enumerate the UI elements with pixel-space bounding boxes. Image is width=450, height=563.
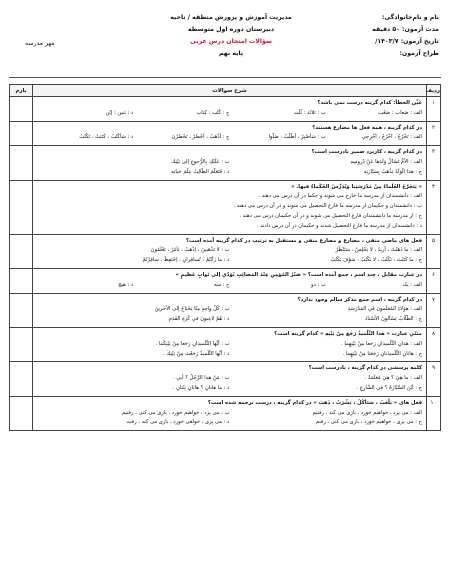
answer-option: الف : می پزد ، خواهیم خورد ، بازی می کند ، رفتیم (312, 409, 422, 416)
answer-option: الف : ما ذَهَبْتُ ، أُريدُ ، لا يَجْلِسُ ، سَتَنْظُرُ (335, 247, 422, 254)
question-row (10, 97, 440, 122)
score-cell (10, 294, 32, 327)
answer-option: د : فَتَعَلَّمَ الطّالِبُ عِلْمَ حَياتِه (171, 168, 230, 175)
col-body-header: شرح سوالات (32, 85, 426, 96)
answer-option: د : أيُّها التِّلْميذُ رَجَعْتَ مِنْ بَيْتِكَ . (162, 350, 230, 357)
score-cell (10, 397, 32, 430)
question-body (32, 328, 426, 361)
score-cell (10, 269, 32, 293)
question-body (32, 97, 426, 121)
answer-option: د : هیچ (118, 281, 134, 288)
score-cell (10, 235, 32, 268)
exam-date: تاریخ آزمون: ۱۴۰۳/۷/ (375, 38, 439, 45)
answer-option: د : سَأکْتُبُ ، کَتَبَتْ ، تَکْتُبُ (79, 134, 134, 141)
score-cell (10, 122, 32, 146)
answer-option: ج : الطُّلّابُ يَسْأَلونَ الأُسْتاذَ (365, 316, 422, 323)
question-number: ۲ (426, 122, 440, 146)
score-cell (10, 362, 32, 395)
answer-option: ج : سه (213, 281, 230, 288)
question-row (10, 146, 440, 180)
answer-option: ج : أذْهَبُ ، أحْضُرُ ، تَحْضُرُنَ (171, 134, 230, 141)
answer-option: ج : می پزی ، خواهیم خورد ، بازی می کنی ، رفتم (315, 419, 422, 426)
answer-option: ب : كُلُّ واحِدٍ مِنّا يَحْتاجُ إلى الآخَرينَ (154, 306, 230, 313)
options-group (37, 340, 422, 360)
name-label: نام و نام‌خانوادگی: (381, 14, 439, 21)
question-number: ۹ (426, 362, 440, 395)
answer-option: ج : ما كَتَبْتَ ، نَكْتُبُ ، لا نَكْتُبُ ، سَوْفَ نَكْتُبُ (330, 257, 422, 264)
answer-option: د : ما رَأَيْتُمْ ، تُسافِرانِ ، اِحْتَفِظْ ، سافِرْتُمْ (142, 257, 230, 264)
question-number: ۴ (426, 181, 440, 234)
col-score-header: بارم (15, 88, 27, 94)
answer-option: د : بَنین : إبْن (105, 109, 134, 116)
table-header (10, 85, 440, 97)
school-title: دبیرستان دوره اول متوسطه (187, 26, 275, 33)
question-number: ۶ (426, 269, 440, 293)
answer-option: الف : دانشمندان از مدرسه ما خارج می شوند و حکما در آن درس می دهند . (258, 193, 422, 200)
options-group (37, 409, 422, 429)
options-group (37, 374, 422, 394)
answer-option: ج : کُتُب : کِتاب (196, 109, 230, 116)
score-cell (10, 328, 32, 361)
subject-title: سؤالات امتحان درس عربی (190, 38, 272, 45)
answer-option: الف : هذانِ التِّلْميذانِ رَجَعا مِنْ بَيْتِهِما . (341, 340, 422, 347)
question-text: کلمه پرسشی در کدام گزینه ، نادرست است؟ (308, 365, 422, 372)
question-row (10, 328, 440, 362)
question-text: در عبارت مقابل ، چند اسم ، جمع آمده است؟ « صَبْرُ المُؤمِنِ عِنْدَ المَصائِبِ يُؤدّي إلى ثَوابٍ عَظيمٍ » (175, 271, 422, 278)
answer-option: د : دانشمندان از مدرسه ما فارغ التحصیل شدند و حکیمان در آن درس دادند . (256, 222, 422, 229)
question-number: ۱ (426, 97, 440, 121)
question-body (32, 235, 426, 268)
answer-option: ج : هذا الْوَلَدُ يَذْهَبُ بِسَيّارَتِه (363, 168, 422, 175)
question-row (10, 181, 440, 235)
answer-option: ج : از مدرسه ما دانشمندان فارغ التحصیل می شوند و در آن حکیمان درس می دهند . (239, 212, 422, 219)
answer-option: ب : سَأصْبِرُ ، أطْلُبُ ، صَلُّوا (268, 134, 326, 141)
question-text: عَیِّن الخطأ: کدام گزینه درست نمی باشد؟ (317, 100, 422, 106)
question-body (32, 397, 426, 430)
question-number: ۱۰ (426, 397, 440, 430)
question-row (10, 122, 440, 147)
header-info-right (372, 12, 439, 60)
question-text: در کدام گزینه ، کاربرد ضمیر نادرست است؟ (311, 149, 422, 156)
answer-option: د : هُمْ لاعِبونَ في كُرَةِ القَدَمِ (168, 316, 230, 323)
question-body (32, 181, 426, 234)
answer-option: الف : هؤلاءِ المُعَلِّمونَ في المَدْرَسَةِ (347, 306, 422, 313)
question-text: در کدام گزینه ، اسم جمع مذکر سالم وجود ندارد؟ (297, 296, 422, 303)
question-body (32, 146, 426, 179)
answer-option: الف : الأُمُّ تَسْأَلُ وَلَدَها عَنْ دُروسِهِ (350, 158, 422, 165)
answer-option: ب : عَلَيْكِ بِالرُّجوعِ إلى بَيْتِك (171, 158, 230, 165)
answer-option: الف : صَعاب : صَعْب (378, 109, 422, 116)
answer-option: ج : أيْنَ السَّيّارَةُ ؟ في الشّارِعِ . (356, 384, 422, 391)
answer-option: د : ما هاتانِ ؟ هاتانِ بِنْتانِ . (172, 384, 230, 391)
options-group (37, 192, 422, 231)
score-cell (10, 146, 32, 179)
score-cell (10, 97, 32, 121)
question-number: ۳ (426, 146, 440, 179)
question-text: « يَتَخَرَّجُ العُلَماءُ مِنْ مَدْرَسَتِنا وَيُدَرِّسُ الحُكَماءُ فيها. » (291, 183, 422, 190)
answer-option: ب : دو (311, 281, 326, 288)
header-info-center (151, 12, 311, 60)
answer-option: الف : تَخْرُجُ ، أخْرُجُ ، أخْرِجي (361, 134, 422, 141)
question-rows (10, 97, 440, 430)
question-row (10, 294, 440, 328)
question-body (32, 269, 426, 293)
question-body (32, 362, 426, 395)
answer-option: ب : لا تَذْهَبينَ ، اِذْهَبْ ، يَأمُرُ ، تَعْلَمُونَ (150, 247, 230, 254)
options-group (37, 133, 422, 143)
answer-option: ب : می پزد ، خواهیم خورد ، بازی می کنی ، رفتیم (121, 409, 230, 416)
options-group (37, 305, 422, 325)
question-text: در کدام گزینه ، همه فعل ها مضارع هستند؟ (312, 124, 422, 131)
question-number: ۵ (426, 235, 440, 268)
office-title: مدیریت آموزش و پرورش منطقه / ناحیه (170, 14, 292, 21)
score-cell (10, 181, 32, 234)
exam-header (9, 8, 441, 78)
options-group (37, 158, 422, 178)
question-number: ۸ (426, 328, 440, 361)
question-row (10, 397, 440, 430)
question-text: فعل های ماضی منفی ، مضارع و مضارع منفی و مستقبل به ترتیب در کدام گزینه آمده است؟ (185, 237, 422, 244)
grade-title: پایه نهم (218, 50, 244, 57)
question-row (10, 269, 440, 294)
question-row (10, 235, 440, 269)
question-body (32, 122, 426, 146)
options-group (37, 281, 422, 291)
exam-duration: مدت آزمون: ۵۰ دقیقه (372, 26, 439, 33)
question-number: ۷ (426, 294, 440, 327)
answer-option: الف : یک (402, 281, 422, 288)
question-row (10, 362, 440, 396)
answer-option: ب : مَنْ هذا الرَّجُلُ ؟ أَبي . (173, 375, 230, 382)
answer-option: د : می پزی ، خواهی خورد ، بازی می کند ، رفت (126, 419, 230, 426)
options-group (37, 246, 422, 266)
questions-table (9, 84, 441, 431)
school-stamp: مهر مدرسه (25, 40, 55, 47)
exam-designer: طراح آزمون: (399, 50, 439, 57)
col-num-header: ردیف (426, 85, 440, 96)
question-body (32, 294, 426, 327)
answer-option: ب : ثلاثَة : ثُلْث (293, 109, 326, 116)
answer-option: ب : دانشمندان و حکیمان از مدرسه ما فارغ التحصیل می شوند و در آن درس می دهند . (233, 203, 422, 210)
question-text: مثنّیِ عبارت « هذا التِّلْميذُ رَجَعَ مِنْ بَيْتِهِ » کدام گزینه است؟ (274, 330, 422, 337)
answer-option: ب : أيُّها التِّلْميذانِ رَجَعا مِنْ بَيْتِكُما . (155, 340, 230, 347)
options-group (37, 109, 422, 119)
answer-option: الف : ما هِيَ ؟ هِيَ مُعَلِّمَةٌ . (364, 375, 422, 382)
answer-option: ج : هاتانِ التِّلْميذَتانِ رَجَعَتا مِنْ بَيْتِهِما . (342, 350, 422, 357)
question-text: فعل های « يَلْعَبُ ، سَتَأكُلُ ، يَشْرَبُ ، ذَهَبَ » در کدام گزینه ، درست ترجمه شده است؟ (207, 399, 422, 406)
